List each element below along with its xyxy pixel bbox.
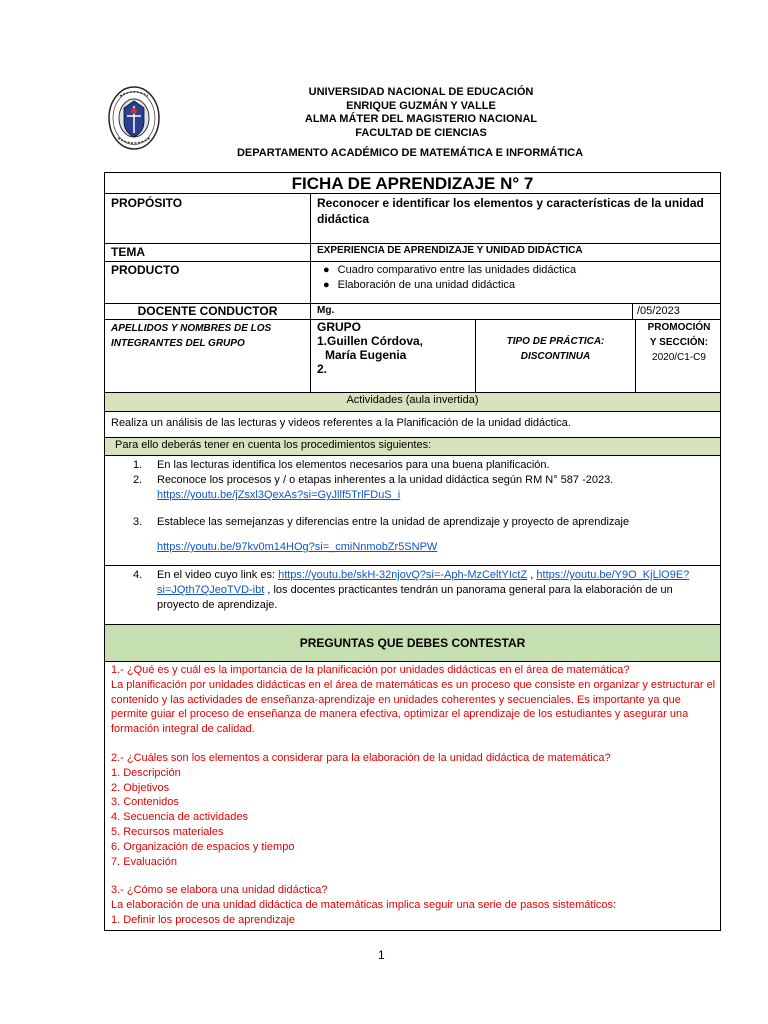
step-item: 4. En el video cuyo link es: https://youtu.be/skH-32njovQ?si=-Aph-MzCeltYIctZ , https://youtu.be/Y9O_KjLlO9E?si=JQth7QJeoTVD-ibt , los docentes practicantes tendrán un panorama general para la elaboración de un proyecto de aprendizaje. bbox=[133, 569, 690, 611]
producto-label: PRODUCTO bbox=[105, 262, 311, 303]
tipo-practica-value: DISCONTINUA bbox=[520, 351, 591, 362]
department-name: DEPARTAMENTO ACADÉMICO DE MATEMÁTICA E INFORMÁTICA bbox=[236, 147, 584, 159]
element-item: 1. Descripción bbox=[111, 766, 181, 779]
page-title: FICHA DE APRENDIZAJE N° 7 bbox=[291, 174, 534, 193]
element-item: 3. Contenidos bbox=[111, 796, 179, 809]
tema-value: EXPERIENCIA DE APRENDIZAJE Y UNIDAD DIDÁCTICA bbox=[317, 245, 583, 256]
steps-row bbox=[104, 456, 721, 566]
proposito-row bbox=[104, 194, 721, 244]
institution-motto: ALMA MÁTER DEL MAGISTERIO NACIONAL bbox=[304, 113, 538, 125]
question-1: 1.- ¿Qué es y cuál es la importancia de la planificación por unidades didácticas en el área de matemática? bbox=[111, 664, 630, 676]
docente-row bbox=[104, 304, 721, 320]
actividades-header-row bbox=[104, 393, 721, 412]
element-item: 2. Objetivos bbox=[111, 781, 170, 794]
docente-name: Mg. bbox=[311, 304, 633, 319]
proposito-value: Reconocer e identificar los elementos y características de la unidad didáctica bbox=[317, 196, 704, 226]
seccion-label: Y SECCIÓN: bbox=[649, 337, 709, 348]
tipo-practica-label: TIPO DE PRÁCTICA: bbox=[506, 336, 605, 347]
institution-name: UNIVERSIDAD NACIONAL DE EDUCACIÓN bbox=[308, 86, 534, 98]
element-item: 5. Recursos materiales bbox=[111, 825, 224, 838]
promocion-value: 2020/C1-C9 bbox=[652, 352, 706, 363]
member-1-name: 1.Guillen Córdova, bbox=[317, 334, 424, 348]
step-item: 1. En las lecturas identifica los elementos necesarios para una buena planificación. bbox=[133, 459, 550, 471]
member-1-name-cont: María Eugenia bbox=[325, 348, 407, 362]
step-item: 2. Reconoce los procesos y / o etapas inherentes a la unidad didáctica según RM N° 587 -2023. https://youtu.be/jZsxl3QexAs?si=GyJllf5TrlFDuS_i bbox=[133, 474, 614, 501]
faculty-name: FACULTAD DE CIENCIAS bbox=[355, 126, 487, 139]
procedimientos-header-row bbox=[104, 438, 721, 456]
questions-content bbox=[111, 663, 716, 928]
tema-row bbox=[104, 244, 721, 262]
docente-date: /05/2023 bbox=[637, 305, 680, 317]
producto-item: ● Cuadro comparativo entre las unidades didáctica bbox=[323, 264, 577, 276]
analisis-text: Realiza un análisis de las lecturas y videos referentes a la Planificación de la unidad didáctica. bbox=[111, 417, 571, 429]
integrantes-row bbox=[104, 320, 721, 393]
video-link[interactable]: https://youtu.be/Y9O_KjLlO9E?si=JQth7QJeoTVD-ibt bbox=[157, 569, 690, 596]
step-4-row bbox=[104, 566, 721, 625]
answer-3-step: 1. Definir los procesos de aprendizaje bbox=[111, 913, 296, 926]
element-item: 7. Evaluación bbox=[111, 855, 178, 868]
video-link[interactable]: https://youtu.be/skH-32njovQ?si=-Aph-MzCeltYIctZ bbox=[278, 569, 528, 581]
tema-label: TEMA bbox=[105, 244, 311, 261]
answer-3: La elaboración de una unidad didáctica de matemáticas implica seguir una serie de pasos sistemáticos: bbox=[111, 899, 617, 912]
page-number: 1 bbox=[378, 948, 385, 962]
actividades-header: Actividades (aula invertida) bbox=[346, 394, 479, 406]
producto-list bbox=[311, 262, 722, 294]
promocion-cell bbox=[636, 320, 722, 365]
element-item: 4. Secuencia de actividades bbox=[111, 811, 248, 824]
integrantes-label: APELLIDOS Y NOMBRES DE LOS INTEGRANTES DEL GRUPO bbox=[105, 320, 311, 392]
tipo-practica-cell bbox=[476, 320, 636, 392]
analisis-row bbox=[104, 412, 721, 438]
step-item: 3. Establece las semejanzas y diferencias entre la unidad de aprendizaje y proyecto de aprendizaje bbox=[133, 516, 630, 528]
institution-subname: ENRIQUE GUZMÁN Y VALLE bbox=[346, 99, 496, 112]
promocion-label: PROMOCIÓN bbox=[647, 322, 711, 333]
grupo-label: GRUPO bbox=[317, 320, 362, 334]
questions-block bbox=[104, 662, 721, 931]
preguntas-header-row bbox=[104, 625, 721, 662]
answer-1: La planificación por unidades didácticas en el área de matemáticas es un proceso que consiste en organizar y estructurar el contenido y las actividades de enseñanza-aprendizaje en unidades coherentes y secuenciales. Es importante ya que permite guiar el proceso de enseñanza de manera efectiva, optimizar el aprendizaje de los estudiantes y asegurar una formación integral de calidad. bbox=[111, 678, 716, 736]
procedimientos-header: Para ello deberás tener en cuenta los procedimientos siguientes: bbox=[115, 439, 432, 451]
element-item: 6. Organización de espacios y tiempo bbox=[111, 840, 295, 853]
question-2: 2.- ¿Cuáles son los elementos a considerar para la elaboración de la unidad didáctica de matemática? bbox=[111, 751, 611, 764]
video-link[interactable]: https://youtu.be/97kv0m14HOg?si=_cmiNnmobZr5SNPW bbox=[157, 541, 438, 553]
university-seal-logo bbox=[108, 86, 160, 150]
docente-label: DOCENTE CONDUCTOR bbox=[105, 304, 311, 319]
steps-list bbox=[105, 458, 720, 555]
preguntas-header: PREGUNTAS QUE DEBES CONTESTAR bbox=[299, 636, 526, 650]
question-3: 3.- ¿Cómo se elabora una unidad didáctica? bbox=[111, 884, 328, 897]
producto-row bbox=[104, 262, 721, 304]
proposito-label: PROPÓSITO bbox=[105, 194, 311, 243]
grupo-cell bbox=[311, 320, 476, 392]
title-row bbox=[104, 172, 721, 194]
institution-header bbox=[262, 86, 580, 140]
step-link-row bbox=[105, 540, 720, 555]
video-link[interactable]: https://youtu.be/jZsxl3QexAs?si=GyJllf5TrlFDuS_i bbox=[157, 489, 401, 501]
member-2-name: 2. bbox=[317, 362, 328, 376]
producto-item: ● Elaboración de una unidad didáctica bbox=[323, 279, 516, 291]
